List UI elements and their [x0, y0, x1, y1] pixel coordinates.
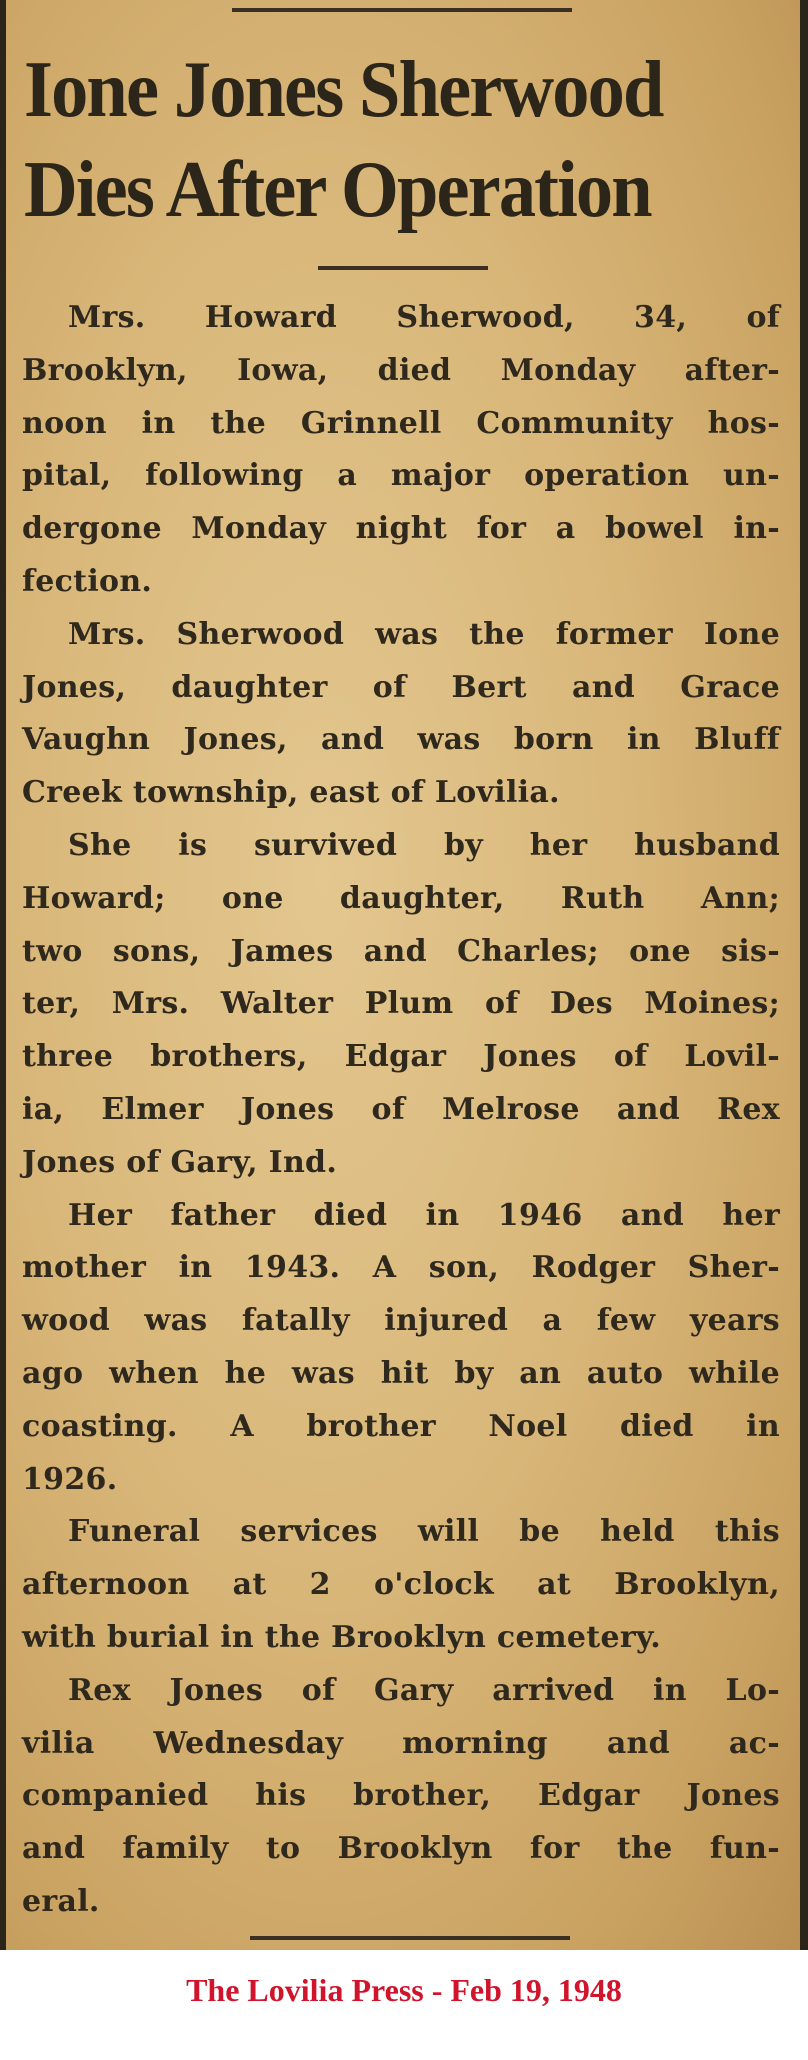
- article-body: [22, 292, 780, 1929]
- article-paragraph: [22, 820, 780, 1190]
- clipping-left-edge: [0, 0, 6, 1950]
- article-paragraph: [22, 1665, 780, 1929]
- article-line: with burial in the Brooklyn cemetery.: [22, 1619, 661, 1655]
- article-line: companied his brother, Edgar Jones: [22, 1778, 780, 1814]
- article-line: 1926.: [22, 1461, 118, 1497]
- article-line: ter, Mrs. Walter Plum of Des Moines;: [22, 986, 780, 1022]
- article-line: She is survived by her husband: [68, 827, 780, 863]
- article-paragraph: [22, 292, 780, 609]
- bottom-rule: [250, 1936, 570, 1940]
- article-line: vilia Wednesday morning and ac-: [22, 1725, 780, 1761]
- headline-line-2: Dies After Operation: [24, 146, 651, 234]
- article-line: Her father died in 1946 and her: [68, 1197, 780, 1233]
- article-line: Rex Jones of Gary arrived in Lo-: [68, 1672, 780, 1708]
- article-paragraph: [22, 1506, 780, 1664]
- article-line: mother in 1943. A son, Rodger Sher-: [22, 1250, 780, 1286]
- source-caption: The Lovilia Press - Feb 19, 1948: [186, 1972, 622, 2008]
- article-line: Brooklyn, Iowa, died Monday after-: [22, 352, 780, 388]
- article-line: Mrs. Howard Sherwood, 34, of: [68, 300, 780, 335]
- article-line: wood was fatally injured a few years: [22, 1303, 780, 1339]
- clipping-right-edge: [800, 0, 808, 1950]
- article-line: noon in the Grinnell Community hos-: [22, 405, 780, 441]
- headline-line-1: Ione Jones Sherwood: [24, 46, 663, 134]
- article-paragraph: [22, 609, 780, 820]
- top-rule: [232, 8, 572, 12]
- article-line: coasting. A brother Noel died in: [22, 1408, 780, 1444]
- article-line: pital, following a major operation un-: [22, 458, 780, 494]
- headline-divider: [318, 266, 488, 270]
- article-line: Vaughn Jones, and was born in Bluff: [22, 722, 780, 758]
- article-line: Howard; one daughter, Ruth Ann;: [22, 880, 780, 916]
- article-line: and family to Brooklyn for the fun-: [22, 1831, 780, 1867]
- article-line: ia, Elmer Jones of Melrose and Rex: [22, 1091, 780, 1127]
- article-line: fection.: [22, 563, 153, 599]
- article-line: afternoon at 2 o'clock at Brooklyn,: [22, 1567, 780, 1603]
- article-line: Jones, daughter of Bert and Grace: [22, 669, 780, 705]
- article-line: two sons, James and Charles; one sis-: [22, 933, 780, 969]
- article-line: dergone Monday night for a bowel in-: [22, 511, 780, 547]
- article-line: eral.: [22, 1883, 100, 1919]
- article-paragraph: [22, 1190, 780, 1507]
- article-line: Funeral services will be held this: [68, 1514, 780, 1550]
- headline: [24, 40, 740, 240]
- article-line: Mrs. Sherwood was the former Ione: [68, 616, 780, 652]
- article-line: three brothers, Edgar Jones of Lovil-: [22, 1039, 780, 1075]
- article-line: Creek township, east of Lovilia.: [22, 775, 560, 811]
- article-line: Jones of Gary, Ind.: [22, 1144, 338, 1180]
- article-line: ago when he was hit by an auto while: [22, 1355, 780, 1391]
